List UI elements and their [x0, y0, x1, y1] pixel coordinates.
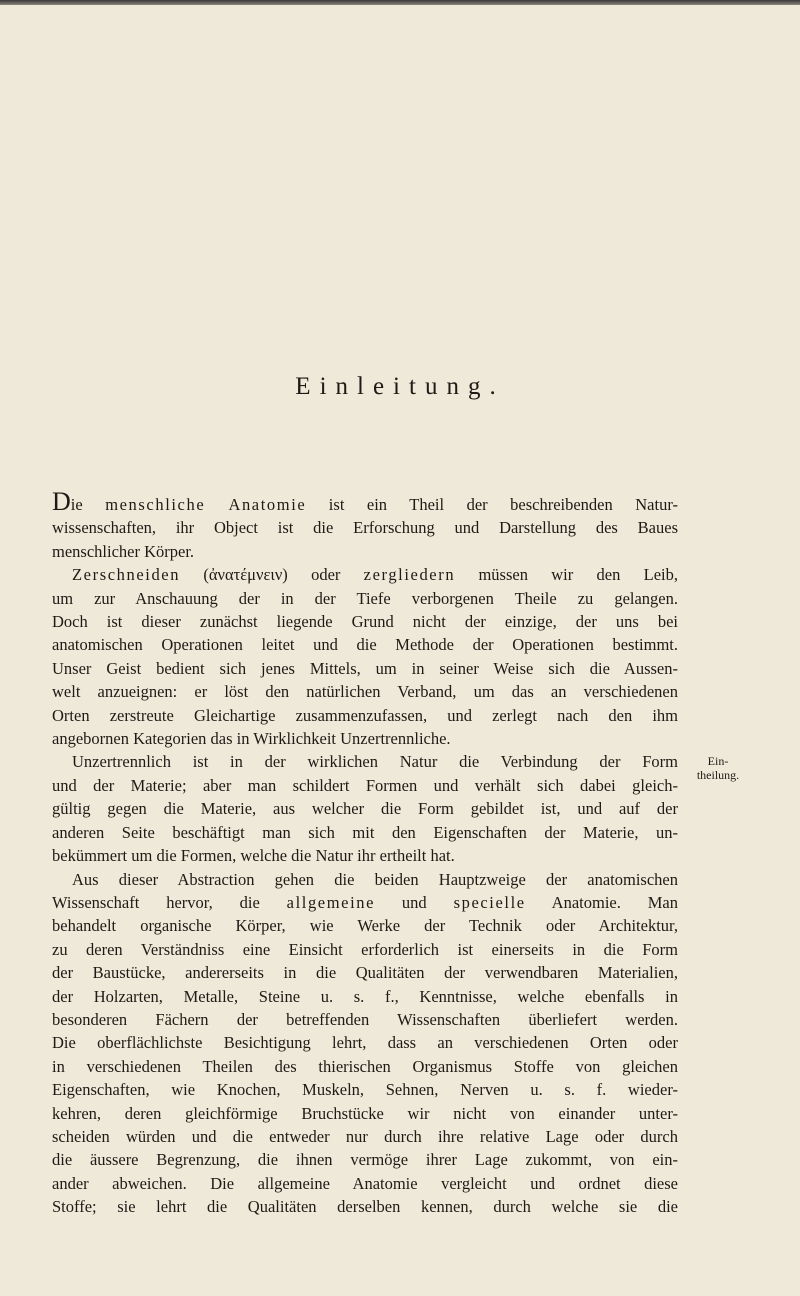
spaced-term: Zerschneiden [72, 565, 181, 585]
text-line [52, 1125, 678, 1148]
spaced-term: menschliche Anatomie [105, 495, 307, 514]
text-segment: angebornen Kategorien das in Wirklichkeit Unzertrennliche. [52, 729, 451, 749]
text-segment: Anatomie. Man [525, 892, 679, 912]
text-segment: der Baustücke, andererseits in die Qualitäten der verwendbaren Materialien, [52, 963, 678, 983]
text-line [52, 727, 678, 750]
text-segment: Doch ist dieser zunächst liegende Grund nicht der einzige, der uns bei [52, 612, 678, 632]
text-segment: die äussere Begrenzung, die ihnen vermöge ihrer Lage zukommt, von ein- [52, 1150, 678, 1170]
text-segment: zu deren Verständniss eine Einsicht erforderlich ist einerseits in die Form [52, 939, 678, 959]
text-segment: besonderen Fächern der betreffenden Wissenschaften überliefert werden. [52, 1009, 678, 1029]
text-segment: wissenschaften, ihr Object ist die Erforschung und Darstellung des Baues [52, 518, 678, 538]
text-segment: Die oberflächlichste Besichtigung lehrt, dass an verschiedenen Orten oder [52, 1033, 678, 1053]
text-segment: Wissenschaft hervor, die [52, 892, 287, 912]
text-line [52, 657, 678, 680]
text-segment: anderen Seite beschäftigt man sich mit den Eigenschaften der Materie, un- [52, 822, 678, 842]
text-line [52, 1148, 678, 1171]
text-segment: Orten zerstreute Gleichartige zusammenzufassen, und zerlegt nach den ihm [52, 705, 678, 725]
text-line [52, 487, 678, 516]
text-line [52, 985, 678, 1008]
text-line [52, 797, 678, 820]
margin-note-line-1: Ein- [707, 754, 729, 768]
text-segment: kehren, deren gleichförmige Bruchstücke wir nicht von einander unter- [52, 1103, 678, 1123]
text-line [52, 914, 678, 937]
text-segment: ie [70, 495, 106, 514]
text-line [52, 750, 678, 773]
chapter-heading: Einleitung. [295, 373, 505, 400]
text-line [52, 563, 678, 586]
text-line [52, 633, 678, 656]
text-line [52, 961, 678, 984]
text-line [52, 938, 678, 961]
margin-note-line-2: theilung. [696, 768, 740, 782]
spaced-term: allgemeine [286, 892, 376, 912]
text-segment: in verschiedenen Theilen des thierischen Organismus Stoffe von gleichen [52, 1056, 678, 1076]
text-segment: gültig gegen die Materie, aus welcher die Form gebildet ist, und auf der [52, 799, 678, 819]
text-line [52, 1008, 678, 1031]
text-segment: um zur Anschauung der in der Tiefe verborgenen Theile zu gelangen. [52, 588, 678, 608]
margin-note [688, 754, 748, 782]
text-segment: welt anzueignen: er löst den natürlichen Verband, um das an verschiedenen [52, 682, 678, 702]
text-line [52, 1195, 678, 1218]
text-segment: Eigenschaften, wie Knochen, Muskeln, Sehnen, Nerven u. s. f. wieder- [52, 1080, 678, 1100]
text-segment: ist ein Theil der beschreibenden Natur- [306, 495, 678, 514]
initial-letter: D [52, 487, 71, 516]
text-line [52, 587, 678, 610]
text-line [52, 1102, 678, 1125]
text-segment: bekümmert um die Formen, welche die Natur ihr ertheilt hat. [52, 846, 455, 866]
text-line [52, 704, 678, 727]
page-top-edge [0, 0, 800, 5]
text-segment: und [375, 892, 454, 912]
text-line [52, 891, 678, 914]
text-line [52, 1055, 678, 1078]
text-line [52, 1031, 678, 1054]
text-line [52, 821, 678, 844]
text-line [52, 516, 678, 539]
text-segment: und der Materie; aber man schildert Formen und verhält sich dabei gleich- [52, 775, 678, 795]
text-segment: menschlicher Körper. [52, 541, 195, 561]
text-line [52, 1172, 678, 1195]
body-text [52, 487, 679, 1219]
text-line [52, 1078, 678, 1101]
spaced-term: zergliedern [363, 565, 456, 585]
text-segment: anatomischen Operationen leitet und die Methode der Operationen bestimmt. [52, 635, 678, 655]
text-segment: (ἀνατέμνειν) oder [180, 565, 364, 585]
text-line [52, 868, 678, 891]
text-segment: Unser Geist bedient sich jenes Mittels, um in seiner Weise sich die Aussen- [52, 658, 678, 678]
text-segment: scheiden würden und die entweder nur durch ihre relative Lage oder durch [52, 1126, 678, 1146]
spaced-term: specielle [453, 892, 526, 912]
text-line [52, 540, 678, 563]
text-segment: ander abweichen. Die allgemeine Anatomie vergleicht und ordnet diese [52, 1173, 678, 1193]
text-line [52, 610, 678, 633]
text-segment: behandelt organische Körper, wie Werke der Technik oder Architektur, [52, 916, 678, 936]
text-segment: Aus dieser Abstraction gehen die beiden Hauptzweige der anatomischen [72, 869, 678, 889]
text-segment: Unzertrennlich ist in der wirklichen Natur die Verbindung der Form [72, 752, 678, 772]
text-line [52, 844, 678, 867]
text-segment: Stoffe; sie lehrt die Qualitäten derselben kennen, durch welche sie die [52, 1197, 678, 1217]
text-line [52, 680, 678, 703]
text-segment: der Holzarten, Metalle, Steine u. s. f., Kenntnisse, welche ebenfalls in [52, 986, 678, 1006]
text-line [52, 774, 678, 797]
text-segment: müssen wir den Leib, [455, 565, 678, 585]
